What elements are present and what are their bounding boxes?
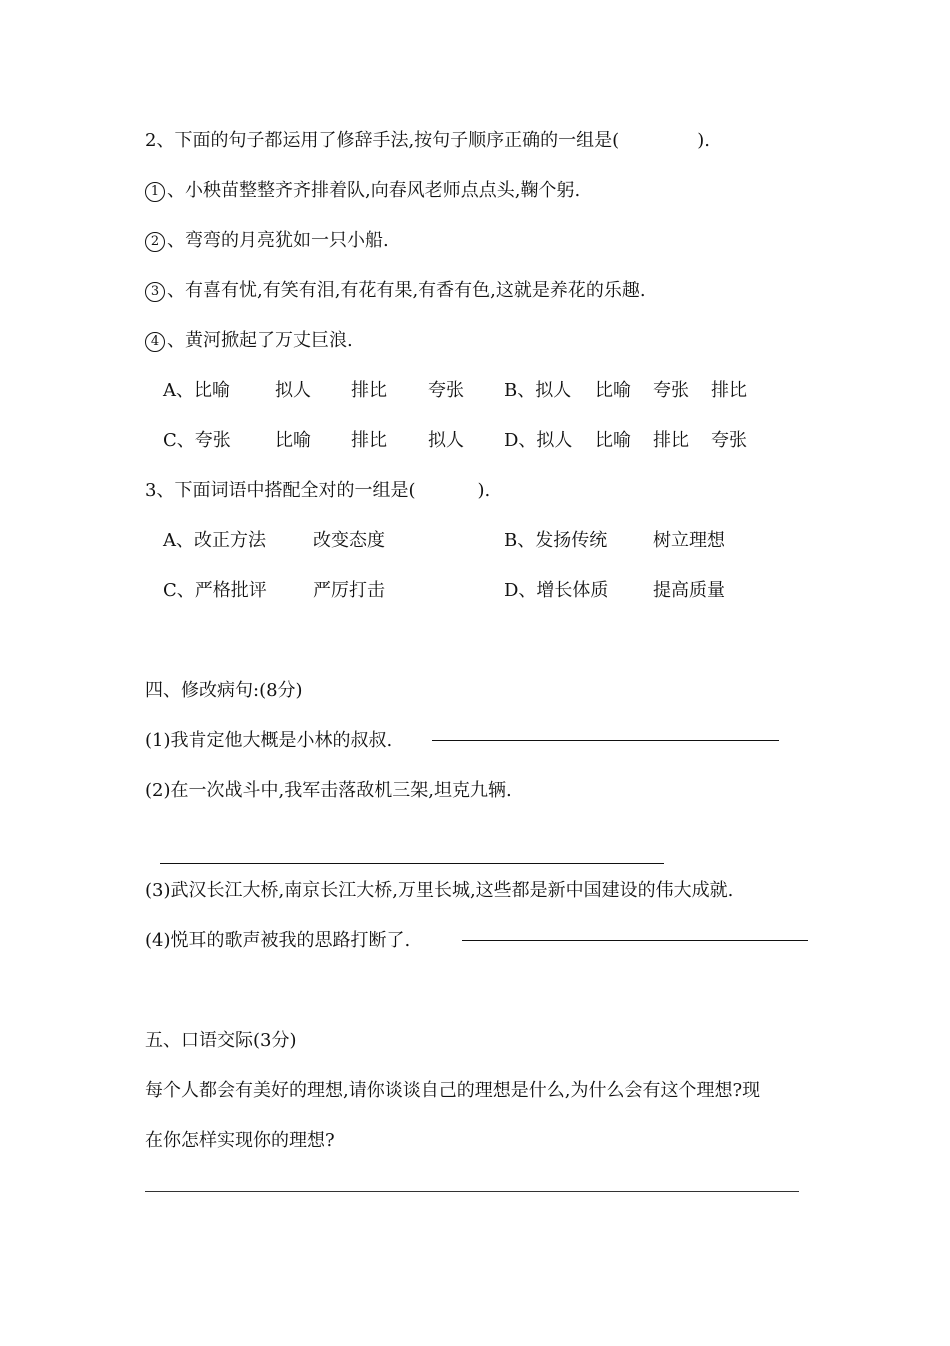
q2-option-a-word-2: 拟人 [275, 380, 311, 401]
section-4-item-4: (4)悦耳的歌声被我的思路打断了. [145, 930, 411, 951]
q3-option-a-word-2: 改变态度 [313, 530, 385, 551]
q2-option-a-label[interactable]: A、比喻 [163, 380, 230, 401]
q2-option-c-word-2: 比喻 [275, 430, 311, 451]
section-4-title: 四、修改病句:(8分) [145, 680, 303, 701]
q3-option-d-label[interactable]: D、增长体质 [504, 580, 609, 601]
q3-option-b-word-2: 树立理想 [653, 530, 725, 551]
q2-option-b-word-3: 夸张 [653, 380, 689, 401]
q2-option-c-label[interactable]: C、夸张 [163, 430, 231, 451]
q3-option-c-label[interactable]: C、严格批评 [163, 580, 267, 601]
q2-sentence-3: 3 、有喜有忧,有笑有泪,有花有果,有香有色,这就是养花的乐趣. [145, 279, 646, 303]
q2-option-d-word-3: 排比 [653, 430, 689, 451]
q2-option-c-word-4: 拟人 [428, 430, 464, 451]
q2-stem: 2、下面的句子都运用了修辞手法,按句子顺序正确的一组是( ). [145, 130, 710, 151]
q2-option-a-word-4: 夸张 [428, 380, 464, 401]
section-5-prompt-line-1: 每个人都会有美好的理想,请你谈谈自己的理想是什么,为什么会有这个理想?现 [145, 1080, 761, 1101]
section-4-item-1: (1)我肯定他大概是小林的叔叔. [145, 730, 393, 751]
q2-sentence-4: 4 、黄河掀起了万丈巨浪. [145, 329, 353, 353]
section-4-item-3: (3)武汉长江大桥,南京长江大桥,万里长城,这些都是新中国建设的伟大成就. [145, 880, 734, 901]
section-4-item-2: (2)在一次战斗中,我军击落敌机三架,坦克九辆. [145, 780, 512, 801]
q2-option-d-word-2: 比喻 [595, 430, 631, 451]
q2-option-a-word-3: 排比 [351, 380, 387, 401]
q3-option-a-label[interactable]: A、改正方法 [163, 530, 266, 551]
section-5-prompt-line-2: 在你怎样实现你的理想? [145, 1130, 335, 1151]
section-4-item-2-answer-line[interactable] [160, 863, 664, 864]
section-4-item-4-answer-line[interactable] [462, 940, 808, 941]
q3-stem: 3、下面词语中搭配全对的一组是( ). [145, 480, 491, 501]
q2-sentence-2: 2 、弯弯的月亮犹如一只小船. [145, 229, 389, 253]
q2-option-d-word-4: 夸张 [711, 430, 747, 451]
section-4-item-1-answer-line[interactable] [432, 740, 779, 741]
q2-option-b-word-4: 排比 [711, 380, 747, 401]
q2-option-b-word-2: 比喻 [595, 380, 631, 401]
q3-option-d-word-2: 提高质量 [653, 580, 725, 601]
q3-option-b-label[interactable]: B、发扬传统 [504, 530, 608, 551]
section-5-answer-line[interactable] [145, 1191, 799, 1192]
q2-option-d-label[interactable]: D、拟人 [504, 430, 573, 451]
section-5-title: 五、口语交际(3分) [145, 1030, 297, 1051]
q2-option-c-word-3: 排比 [351, 430, 387, 451]
q2-option-b-label[interactable]: B、拟人 [504, 380, 572, 401]
q3-option-c-word-2: 严厉打击 [313, 580, 385, 601]
q2-sentence-1: 1 、小秧苗整整齐齐排着队,向春风老师点点头,鞠个躬. [145, 179, 580, 203]
